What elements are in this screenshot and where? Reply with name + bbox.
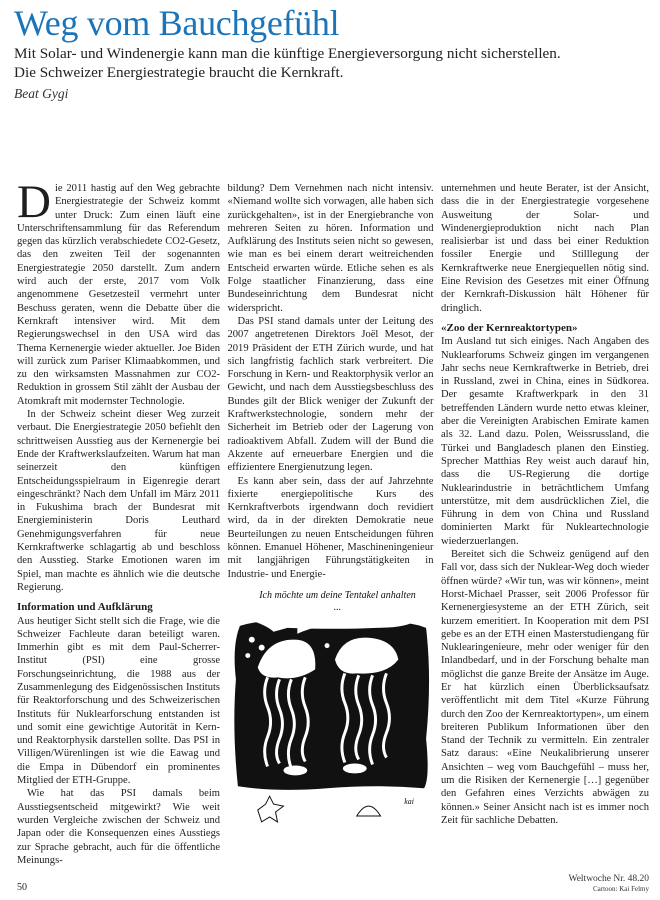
- paragraph: In der Schweiz scheint dieser Weg zurzeit verbaut. Die Energiestrategie 2050 befiehlt den schrittweisen Ausstieg aus der Kernenergie bei Ende der Kraftwerkslaufzeiten. Warum hat man seinerzeit den künftigen Entscheidungsspielraum in Eigenregie derart eingeschränkt? Nach dem Unfall im März 2011 in Fukushima brach der Bundesrat mit Energieministerin Doris Leuthard Genehmigungsverfahren für neue Kernkraftwerke schlagartig ab und beschloss den Ausstieg. Starke Emotionen waren im Spiel, man machte es ähnlich wie die deutsche Regierung.: [17, 409, 220, 593]
- cartoon-credit: Cartoon: Kai Felmy: [593, 885, 649, 894]
- article-column-3: [441, 182, 649, 827]
- paragraph-text: ie 2011 hastig auf den Weg gebrachte Energiestrategie der Schweiz kommt unter Druck: Zum einen läuft eine Unterschriftensammlung für das Referendum gegen das kürzlich verabschiedete CO2-Gesetz, das den zweiten Teil der sogenannten Energiestrategie 2050 darstellt. Zum andern wird auch der erste, 2017 vom Volk angenommene Gesetzesteil vermehrt unter Beschuss geraten, wenn die Debatte über die Kernkraft intensiver wird. Mit dem Regierungswechsel in den USA wird das Thema Kernenergie wieder aktueller. Joe Biden will zurück zum Pariser Klimaabkommen, und zu den wirksamsten Massnahmen zur CO2-Reduktion in grossem Stil zählt der Ausbau der Atomkraft mit modernster Technologie.: [17, 183, 220, 407]
- paragraph: [17, 176, 220, 408]
- author-byline: Beat Gygi: [14, 86, 69, 101]
- page-number: 50: [17, 882, 27, 894]
- article-subtitle-line-2: Die Schweizer Energiestrategie braucht die Kernkraft.: [14, 64, 344, 81]
- paragraph: Es kann aber sein, dass der auf Jahrzehnte fixierte energiepolitische Kurs des Kernkraftverbots irgendwann doch revidiert wird, da in der direkten Demokratie neue Beurteilungen zu neuen Entscheidungen führen können. Emanuel Höhener, Maschineningenieur mit langjährigen Führungstätigkeiten in Industrie- und Energie-: [227, 475, 434, 580]
- article-title: Weg vom Bauchgefühl: [14, 3, 340, 43]
- article-column-1: [17, 176, 220, 867]
- paragraph: Im Ausland tut sich einiges. Nach Angaben des Nuklearforums Schweiz gingen im vergangenen Jahr sechs neue Kernkraftwerke in Betrieb, drei in Russland, zwei in China, eines in Südkorea. Der gesamte Kraftwerkpark in den 31 betreffenden Ländern wurde netto etwas kleiner, aber die Vereinigten Arabischen Emirate kamen als 32. Land dazu. Polen, Weissrussland, die Türkei und Bangladesch planen den Einstieg. Sprecher Matthias Rey weist auch darauf hin, dass die US-Regierung die dortige Nuklearindustrie in beträchtlichem Umfang unterstütze, mit dem ausdrücklichen Ziel, die Führung in dem von China und Russland dominierten Markt für Nukleartechnologie wiederzuerlangen.: [441, 336, 649, 547]
- footer-credits: [569, 873, 650, 894]
- article-subtitle-line-1: Mit Solar- und Windenergie kann man die künftige Energieversorgung nicht sicherstellen.: [14, 45, 561, 62]
- speech-bubble-text: Ich möchte um deine Tentakel anhalten ...: [259, 589, 416, 613]
- section-heading: «Zoo der Kernreaktortypen»: [441, 321, 578, 334]
- article-column-2: [228, 182, 434, 835]
- paragraph: Das PSI stand damals unter der Leitung des 2007 angetretenen Direktors Joël Mesot, der 2019 Präsident der ETH Zürich wurde, und hat sich langfristig fachlich stark verbreitert. Die Forschung in Kern- und Reaktorphysik verlor an Gewicht, und nach dem Ausstiegsbeschluss des Bundes gilt der Blick weniger der Zukunft der Kraftwerkstechnologie, sondern mehr der Sicherheit im Betrieb oder der Lagerung von radioaktivem Abfall. Zudem will der Bund die Akzente auf erneuerbare Energien und die effizientere Energienutzung legen.: [227, 315, 434, 474]
- article-columns: [17, 176, 649, 867]
- cartoonist-signature: kai: [403, 797, 414, 807]
- paragraph: bildung? Dem Vernehmen nach nicht intensiv. «Niemand wollte sich vorwagen, alle haben sich zurückgehalten», ist in der Energiebranche von mehreren Seiten zu hören. Information und Aufklärung des Instituts seien nicht so gewesen, wie man es bei einem derart weitreichenden Entscheid erwarten würde. Etliche sehen es als Folge staatlicher Finanzierung, dass eine Bundeseinrichtung dem Bundesrat nicht widerspricht.: [227, 183, 434, 314]
- cartoon-illustration: [228, 589, 434, 835]
- drop-cap: D: [17, 176, 51, 228]
- issue-label: Weltwoche Nr. 48.20: [568, 874, 649, 885]
- section-heading: Information und Aufklärung: [17, 601, 153, 614]
- cartoon-jellyfish-drawing: [228, 589, 434, 835]
- paragraph: unternehmen und heute Berater, ist der Ansicht, dass die in der Energiestrategie vorgesehene Ausweitung der Solar- und Windenergieproduktion nicht nach Plan realisierbar ist und dass bei einer Reduktion fossiler Energie und Stilllegung der Kernkraftwerke neue Energiequellen nötig sind. Eine Revision des Gesetzes mit einer Öffnung der Kernkraft-Diskussion hält Höhener für dringlich.: [441, 183, 649, 314]
- page-footer: [17, 873, 649, 894]
- paragraph: Wie hat das PSI damals beim Ausstiegsentscheid mitgewirkt? Wie weit wurden Vergleiche zwischen der Schweiz und Japan oder die Konsequenzen eines Ausstiegs zur Sprache gebracht, auch für die öffentliche Meinungs-: [17, 788, 220, 866]
- paragraph: Aus heutiger Sicht stellt sich die Frage, wie die Schweizer Fachleute daran beteiligt waren. Immerhin gibt es mit dem Paul-Scherrer-Institut (PSI) eine grosse Forschungseinrichtung, die 1988 aus der Zusammenlegung des Eidgenössischen Instituts für Reaktorforschung und des Schweizerischen Instituts für Nuklearforschung entstanden ist und somit eine gewichtige Autorität in Kern- und Reaktorphysik darstellen sollte. Das PSI in Villigen/Würenlingen ist wie die Eawag und die Empa in Dübendorf ein prominentes Mitglied der ETH-Gruppe.: [17, 615, 220, 787]
- paragraph: Bereitet sich die Schweiz genügend auf den Fall vor, dass sich der Nuklear-Weg doch wieder öffnen würde? «Wir tun, was wir können», meint Horst-Michael Prasser, seit 2006 Professor für Kernenergiesysteme an der ETH Zürich, seit kurzem emeritiert. In Kooperation mit dem PSI gebe es an der ETH einen Masterstudiengang für Nuklearingenieure, mehr oder weniger für den Inlandbedarf, und in der Forschung behalte man möglichst die ganze Breite der Ansätze im Auge. Er hat kürzlich einen Überblicksaufsatz veröffentlicht mit dem Titel «Kurze Führung durch den Zoo der Kernreaktortypen», um einem breiteren Publikum Informationen über den Stand der Technik zu vermitteln. Ein zentraler Satz daraus: «Eine Neukalibrierung unserer Ansichten – weg vom Bauchgefühl – muss her, um die Risiken der Kernenergie […] gegenüber den Gefahren eines Verzichts abwägen zu können.» Seiner Ansicht nach ist es immer noch Zeit für sachliche Debatten.: [441, 549, 649, 826]
